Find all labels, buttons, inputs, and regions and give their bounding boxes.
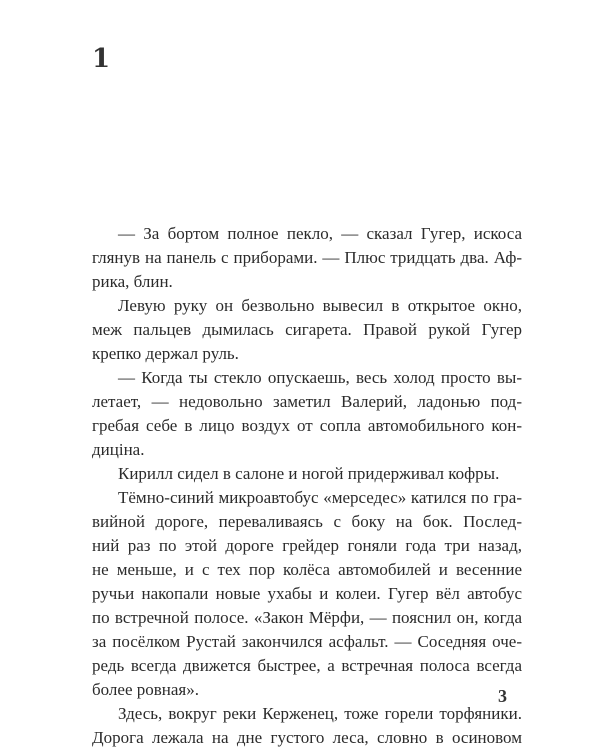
text-line: — За бортом полное пекло, — сказал Гугер, искоса <box>118 224 522 243</box>
text-line: диціна. <box>92 440 145 459</box>
text-line: по встречной полосе. «Закон Мёрфи, — пояснил он, когда <box>92 608 522 627</box>
text-line: Кирилл сидел в салоне и ногой придерживал кофры. <box>118 464 500 483</box>
text-line: рика, блин. <box>92 272 173 291</box>
text-line: ручьи накопали новые ухабы и колеи. Гугер вёл автобус <box>92 584 522 603</box>
text-line: гребая себе в лицо воздух от сопла автомобильного кон- <box>92 416 522 435</box>
text-line: за посёлком Рустай закончился асфальт. — Соседняя оче- <box>92 632 522 651</box>
text-line: глянув на панель с приборами. — Плюс тридцать два. Аф- <box>92 248 522 267</box>
text-line: Здесь, вокруг реки Керженец, тоже горели торфяники. <box>118 704 522 723</box>
text-line: Левую руку он безвольно вывесил в открытое окно, <box>118 296 522 315</box>
text-line: редь всегда движется быстрее, а встречная полоса всегда <box>92 656 522 675</box>
text-line: не меньше, и с тех пор колёса автомобилей и весенние <box>92 560 522 579</box>
text-line: более ровная». <box>92 680 199 699</box>
body-text <box>92 222 522 750</box>
text-line: Дорога лежала на дне густого леса, словно в осиновом <box>92 728 522 747</box>
text-line: — Когда ты стекло опускаешь, весь холод просто вы- <box>118 368 522 387</box>
text-line: крепко держал руль. <box>92 344 239 363</box>
text-line: меж пальцев дымилась сигарета. Правой рукой Гугер <box>92 320 522 339</box>
text-line: Тёмно-синий микроавтобус «мерседес» катился по гра- <box>118 488 522 507</box>
text-line: летает, — недовольно заметил Валерий, ладонью под- <box>92 392 522 411</box>
page-number: 3 <box>498 686 507 706</box>
chapter-number: 1 <box>92 44 111 74</box>
text-line: вийной дороге, переваливаясь с боку на бок. Послед- <box>92 512 522 531</box>
text-line: ний раз по этой дороге грейдер гоняли года три назад, <box>92 536 522 555</box>
